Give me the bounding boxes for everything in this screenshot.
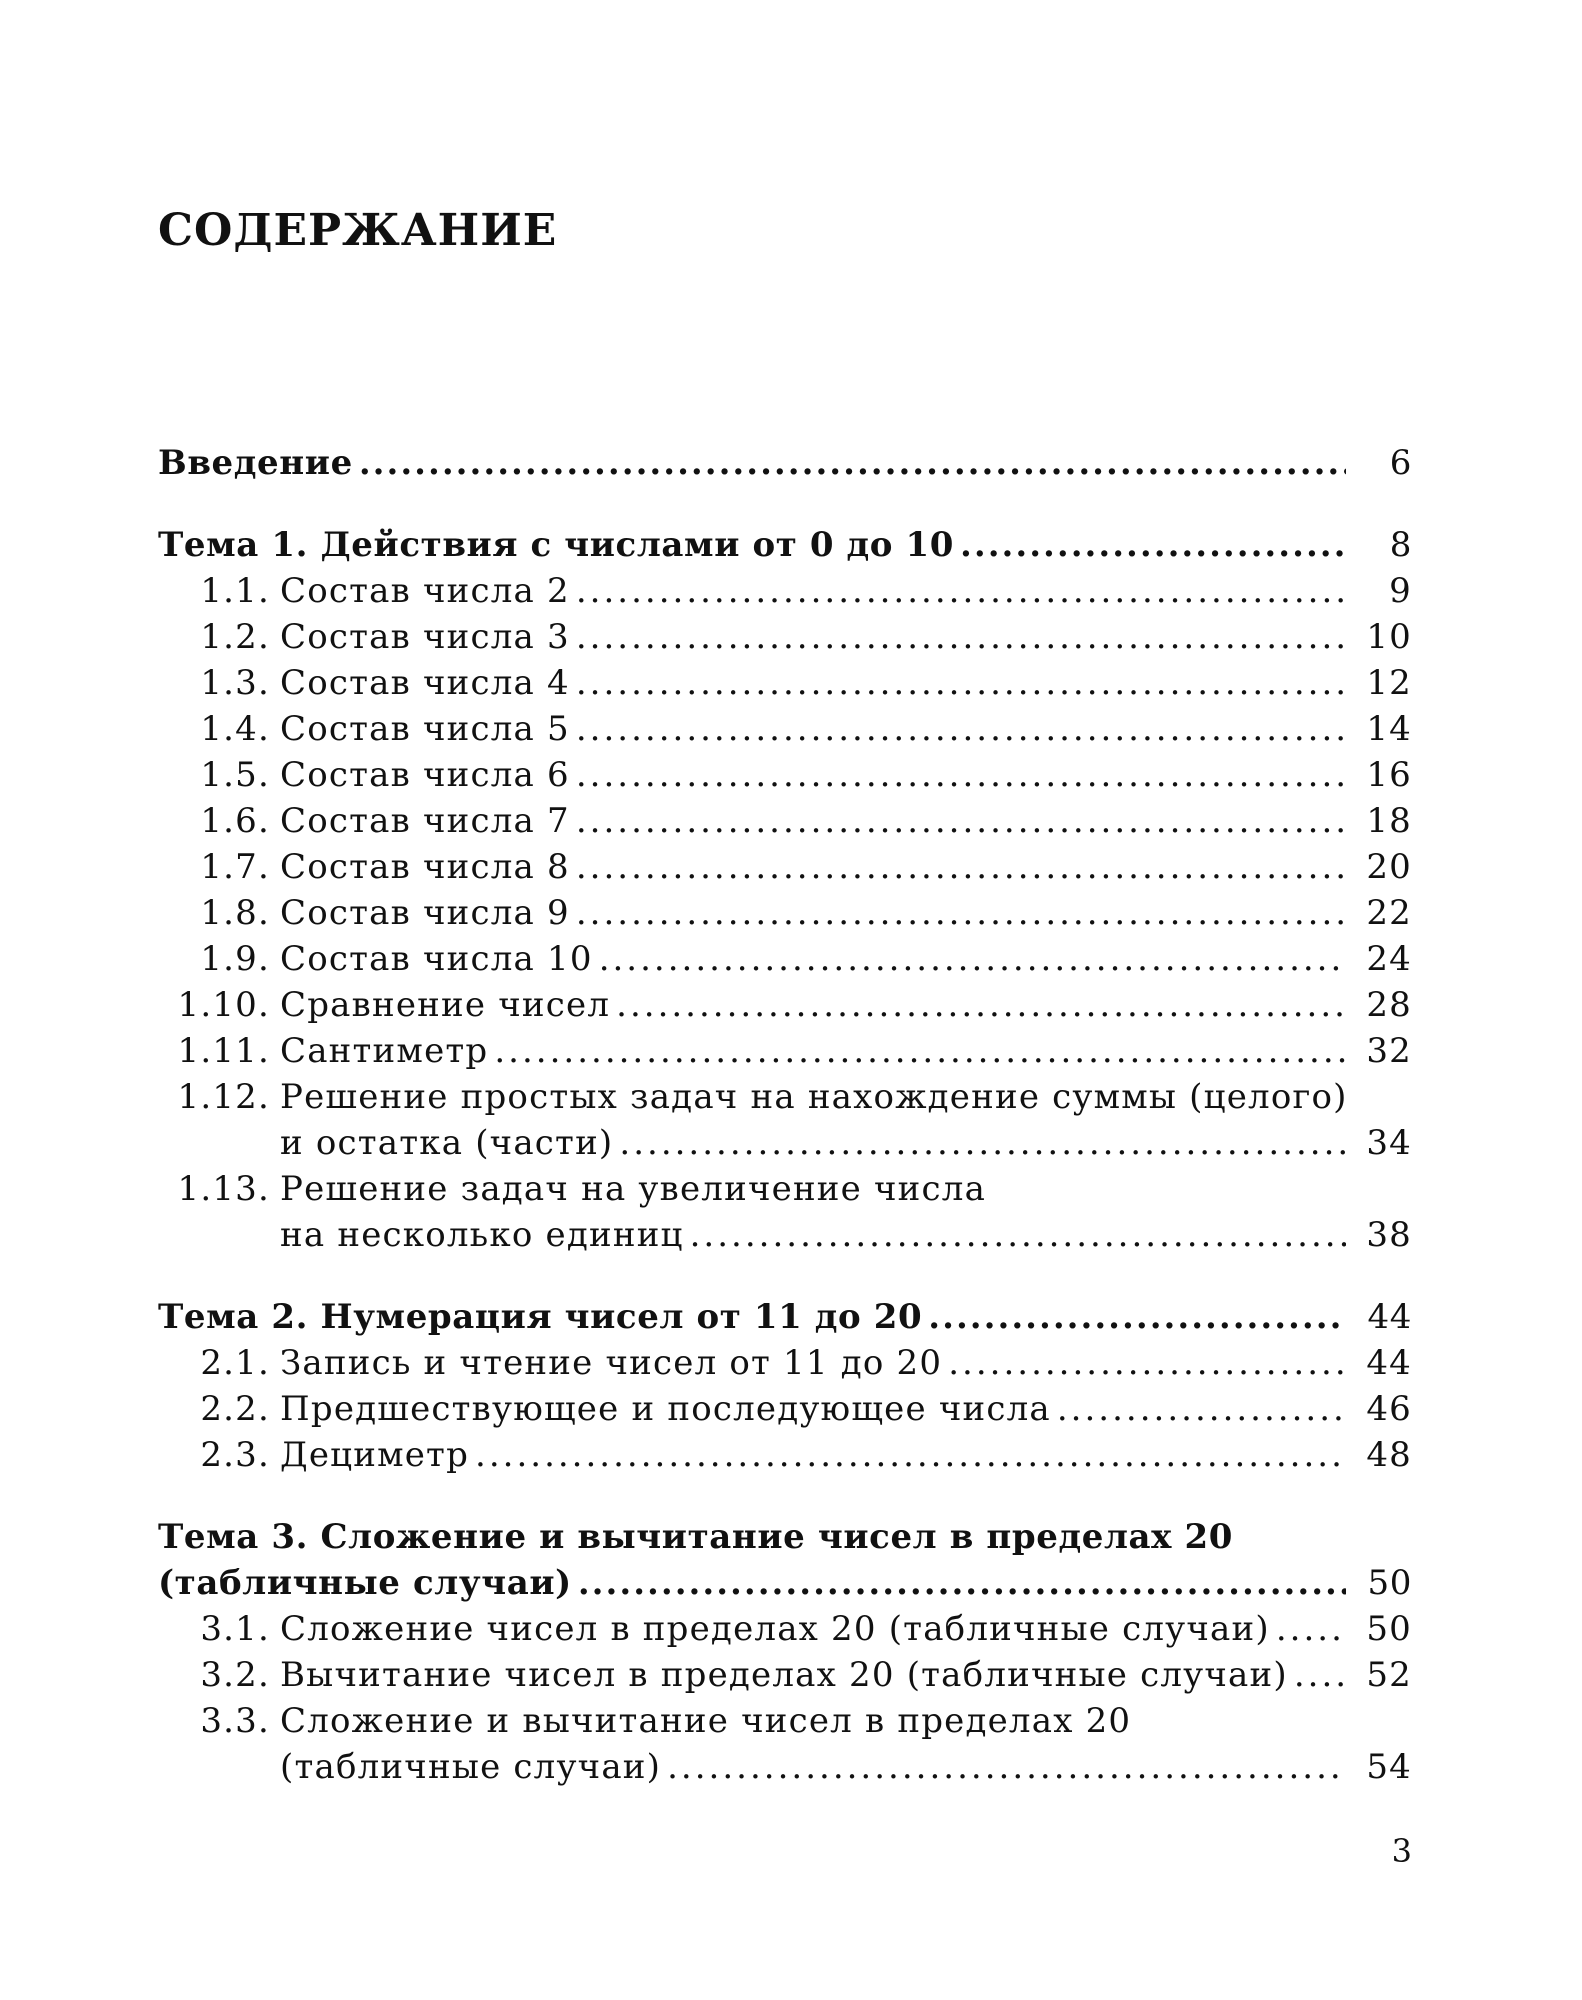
leader-dots bbox=[1057, 1386, 1346, 1432]
toc-entry-1-9[interactable] bbox=[158, 936, 1412, 982]
toc-entry-title: Сравнение чисел bbox=[280, 985, 611, 1025]
toc-entry-page: 50 bbox=[1366, 1609, 1412, 1649]
leader-dots bbox=[494, 1028, 1346, 1074]
leader-dots bbox=[616, 982, 1346, 1028]
toc-entry-1-3[interactable] bbox=[158, 660, 1412, 706]
leader-dots bbox=[475, 1432, 1346, 1478]
toc-entry-page: 9 bbox=[1389, 571, 1412, 611]
leader-dots bbox=[960, 522, 1346, 568]
toc-entry-page: 44 bbox=[1367, 1297, 1412, 1337]
toc-entry-3-1[interactable] bbox=[158, 1606, 1412, 1652]
leader-dots bbox=[578, 1560, 1346, 1606]
toc-entry-page: 34 bbox=[1366, 1123, 1412, 1163]
toc-entry-title: Состав числа 5 bbox=[280, 709, 570, 749]
toc-entry-1-11[interactable] bbox=[158, 1028, 1412, 1074]
toc-topic-1[interactable] bbox=[158, 522, 1412, 568]
toc-entry-number: 1.6. bbox=[200, 801, 270, 841]
toc-entry-2-1[interactable] bbox=[158, 1340, 1412, 1386]
toc-entry-page: 44 bbox=[1366, 1343, 1412, 1383]
toc-entry-page: 12 bbox=[1366, 663, 1412, 703]
toc-entry-title: Сложение чисел в пределах 20 (табличные случаи) bbox=[280, 1609, 1270, 1649]
toc-entry-3-3[interactable] bbox=[158, 1698, 1412, 1744]
toc-entry-page: 50 bbox=[1367, 1563, 1412, 1603]
toc-entry-number: 3.2. bbox=[200, 1655, 270, 1695]
page-number: 3 bbox=[1391, 1832, 1412, 1870]
leader-dots bbox=[667, 1744, 1346, 1790]
toc-entry-number: 1.4. bbox=[200, 709, 270, 749]
toc-entry-title: Решение простых задач на нахождение суммы (целого) bbox=[280, 1077, 1348, 1117]
toc-entry-number: 1.11. bbox=[177, 1031, 270, 1071]
toc-entry-title-cont: и остатка (части) bbox=[280, 1123, 614, 1163]
toc-entry-page: 54 bbox=[1366, 1747, 1412, 1787]
toc-topic-title: Тема 2. Нумерация чисел от 11 до 20 bbox=[158, 1297, 923, 1337]
toc-entry-number: 2.3. bbox=[200, 1435, 270, 1475]
toc-entry-1-1[interactable] bbox=[158, 568, 1412, 614]
toc-entry-title-cont: (табличные случаи) bbox=[280, 1747, 662, 1787]
toc-topic-3-cont[interactable] bbox=[158, 1560, 1412, 1606]
leader-dots bbox=[576, 844, 1346, 890]
toc-entry-page: 46 bbox=[1366, 1389, 1412, 1429]
toc-entry-page: 52 bbox=[1366, 1655, 1412, 1695]
toc-entry-title: Вычитание чисел в пределах 20 (табличные случаи) bbox=[280, 1655, 1288, 1695]
toc-entry-title: Состав числа 6 bbox=[280, 755, 570, 795]
toc-entry-title: Состав числа 2 bbox=[280, 571, 570, 611]
toc-entry-page: 24 bbox=[1366, 939, 1412, 979]
toc-entry-2-3[interactable] bbox=[158, 1432, 1412, 1478]
toc-entry-number: 1.5. bbox=[200, 755, 270, 795]
toc-entry-3-3-cont[interactable] bbox=[158, 1744, 1412, 1790]
toc-entry-title: Состав числа 8 bbox=[280, 847, 570, 887]
toc-entry-number: 1.12. bbox=[177, 1077, 270, 1117]
toc-entry-1-4[interactable] bbox=[158, 706, 1412, 752]
leader-dots bbox=[359, 440, 1346, 486]
leader-dots bbox=[1294, 1652, 1346, 1698]
leader-dots bbox=[576, 798, 1346, 844]
toc-entry-1-10[interactable] bbox=[158, 982, 1412, 1028]
toc-entry-1-12[interactable] bbox=[158, 1074, 1412, 1120]
toc-entry-1-13-cont[interactable] bbox=[158, 1212, 1412, 1258]
leader-dots bbox=[928, 1294, 1346, 1340]
toc-entry-1-13[interactable] bbox=[158, 1166, 1412, 1212]
toc-entry-1-7[interactable] bbox=[158, 844, 1412, 890]
toc-entry-number: 1.9. bbox=[200, 939, 270, 979]
toc-entry-title: Состав числа 7 bbox=[280, 801, 570, 841]
leader-dots bbox=[576, 660, 1346, 706]
toc-entry-1-5[interactable] bbox=[158, 752, 1412, 798]
toc-entry-page: 14 bbox=[1366, 709, 1412, 749]
toc-entry-number: 1.1. bbox=[200, 571, 270, 611]
toc-entry-1-8[interactable] bbox=[158, 890, 1412, 936]
leader-dots bbox=[576, 568, 1346, 614]
toc-entry-number: 1.10. bbox=[177, 985, 270, 1025]
toc-entry-page: 48 bbox=[1366, 1435, 1412, 1475]
toc-entry-page: 22 bbox=[1366, 893, 1412, 933]
toc-entry-title: Состав числа 10 bbox=[280, 939, 593, 979]
toc-entry-number: 1.8. bbox=[200, 893, 270, 933]
toc-entry-number: 1.3. bbox=[200, 663, 270, 703]
toc-topic-title: Тема 3. Сложение и вычитание чисел в пределах 20 bbox=[158, 1517, 1233, 1557]
toc-entry-title: Дециметр bbox=[280, 1435, 470, 1475]
leader-dots bbox=[599, 936, 1346, 982]
toc-entry-page: 32 bbox=[1366, 1031, 1412, 1071]
toc-topic-3[interactable] bbox=[158, 1514, 1412, 1560]
toc-entry-title: Запись и чтение чисел от 11 до 20 bbox=[280, 1343, 943, 1383]
toc-entry-intro[interactable] bbox=[158, 440, 1412, 486]
toc-entry-title: Введение bbox=[158, 443, 353, 483]
toc-entry-page: 18 bbox=[1366, 801, 1412, 841]
leader-dots bbox=[619, 1120, 1346, 1166]
toc-entry-title: Сантиметр bbox=[280, 1031, 489, 1071]
toc-topic-title-cont: (табличные случаи) bbox=[158, 1563, 572, 1603]
toc-entry-title-cont: на несколько единиц bbox=[280, 1215, 684, 1255]
toc-entry-page: 38 bbox=[1366, 1215, 1412, 1255]
toc-entry-page: 8 bbox=[1389, 525, 1412, 565]
toc-entry-2-2[interactable] bbox=[158, 1386, 1412, 1432]
leader-dots bbox=[576, 890, 1346, 936]
toc-topic-2[interactable] bbox=[158, 1294, 1412, 1340]
leader-dots bbox=[576, 706, 1346, 752]
toc-entry-title: Предшествующее и последующее числа bbox=[280, 1389, 1051, 1429]
leader-dots bbox=[1276, 1606, 1346, 1652]
toc-entry-title: Состав числа 4 bbox=[280, 663, 570, 703]
leader-dots bbox=[690, 1212, 1346, 1258]
table-of-contents bbox=[158, 440, 1412, 1790]
toc-entry-1-6[interactable] bbox=[158, 798, 1412, 844]
toc-entry-page: 28 bbox=[1366, 985, 1412, 1025]
toc-entry-number: 2.1. bbox=[200, 1343, 270, 1383]
toc-topic-title: Тема 1. Действия с числами от 0 до 10 bbox=[158, 525, 955, 565]
toc-entry-title: Решение задач на увеличение числа bbox=[280, 1169, 987, 1209]
toc-entry-page: 6 bbox=[1389, 443, 1412, 483]
leader-dots bbox=[576, 752, 1346, 798]
toc-entry-1-12-cont[interactable] bbox=[158, 1120, 1412, 1166]
toc-entry-page: 16 bbox=[1366, 755, 1412, 795]
toc-entry-number: 3.1. bbox=[200, 1609, 270, 1649]
toc-entry-title: Сложение и вычитание чисел в пределах 20 bbox=[280, 1701, 1132, 1741]
toc-entry-number: 1.7. bbox=[200, 847, 270, 887]
toc-entry-title: Состав числа 9 bbox=[280, 893, 570, 933]
leader-dots bbox=[576, 614, 1346, 660]
leader-dots bbox=[948, 1340, 1346, 1386]
toc-entry-page: 10 bbox=[1366, 617, 1412, 657]
toc-entry-number: 1.2. bbox=[200, 617, 270, 657]
toc-entry-number: 2.2. bbox=[200, 1389, 270, 1429]
toc-entry-3-2[interactable] bbox=[158, 1652, 1412, 1698]
toc-entry-page: 20 bbox=[1366, 847, 1412, 887]
toc-entry-title: Состав числа 3 bbox=[280, 617, 570, 657]
toc-entry-number: 3.3. bbox=[200, 1701, 270, 1741]
toc-entry-number: 1.13. bbox=[177, 1169, 270, 1209]
toc-entry-1-2[interactable] bbox=[158, 614, 1412, 660]
page-title: СОДЕРЖАНИЕ bbox=[158, 205, 558, 256]
